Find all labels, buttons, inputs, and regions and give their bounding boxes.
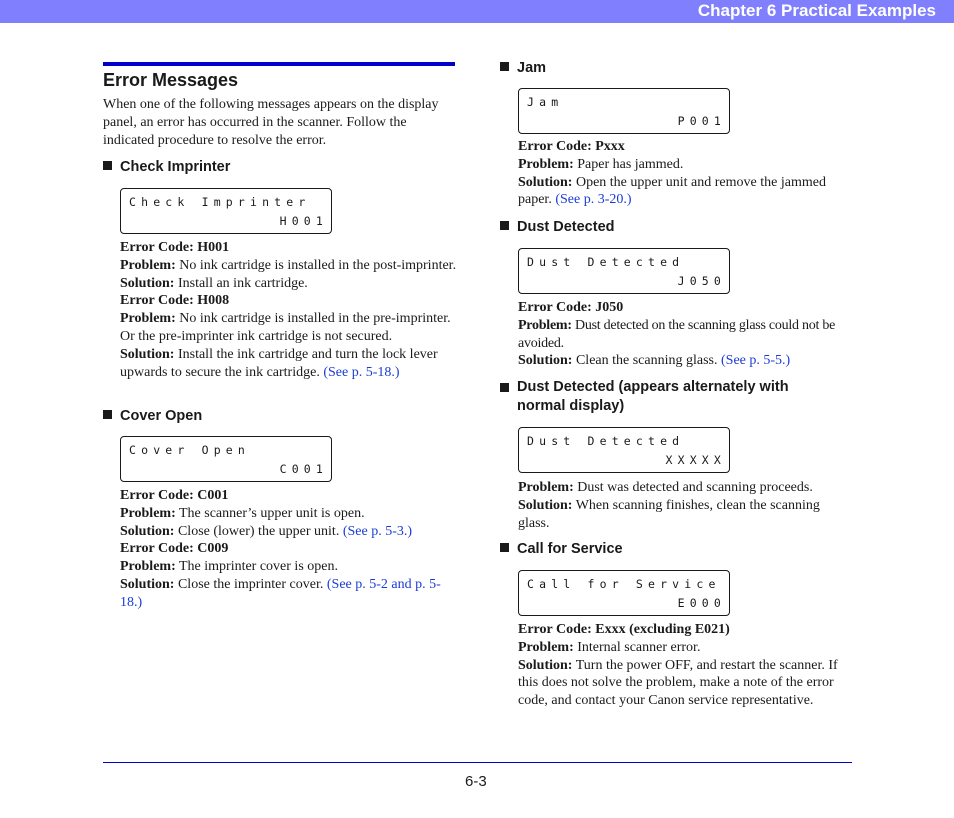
error-code-line: Error Code: H001 <box>120 240 230 255</box>
footer-rule <box>103 762 852 763</box>
error-code-line: Error Code: C001 <box>120 488 229 503</box>
page-reference-link[interactable]: (See p. 5-5.) <box>721 353 791 369</box>
lcd-display-cover-open <box>120 436 332 482</box>
problem-line: Problem: Paper has jammed. <box>518 156 684 172</box>
lcd-line-2: C001 <box>279 462 328 476</box>
problem-line: Problem: Internal scanner error. <box>518 639 701 655</box>
solution-line: Solution: Close (lower) the upper unit. (See p. 5-3.) <box>120 523 413 539</box>
bullet-square-icon <box>500 383 509 392</box>
problem-line: Problem: No ink cartridge is installed in the post-imprinter. <box>120 257 457 273</box>
page-reference-link[interactable]: (See p. 3-20.) <box>555 192 632 208</box>
lcd-display-dust-alternate <box>518 427 730 473</box>
lcd-line-1: Check Imprinter <box>129 195 311 209</box>
solution-line: Solution: Open the upper unit and remove the jammed paper. (See p. 3-20.) <box>518 174 826 208</box>
lcd-line-2: H001 <box>279 214 328 228</box>
cover-open-details <box>120 487 450 612</box>
error-code-line: Error Code: Pxxx <box>518 139 625 154</box>
dust-detected-details <box>518 299 852 370</box>
page-reference-link[interactable]: (See p. 5-2 and p. 5-18.) <box>120 576 441 610</box>
error-code-line: Error Code: J050 <box>518 300 624 315</box>
lcd-display-dust-detected <box>518 248 730 294</box>
lcd-line-1: Cover Open <box>129 443 250 457</box>
lcd-display-jam <box>518 88 730 134</box>
problem-line: Problem: Dust detected on the scanning glass could not be avoided. <box>518 317 836 351</box>
intro-paragraph: When one of the following messages appears on the display panel, an error has occurred in the scanner. Follow the indicated procedure to resolve the error. <box>103 97 439 148</box>
chapter-header-bar <box>0 0 954 23</box>
jam-details <box>518 138 852 209</box>
lcd-line-1: Jam <box>527 95 564 109</box>
lcd-line-1: Call for Service <box>527 577 721 591</box>
bullet-square-icon <box>103 410 112 419</box>
solution-line: Solution: Install the ink cartridge and turn the lock lever upwards to secure the ink cartridge. (See p. 5-18.) <box>120 346 438 380</box>
problem-line: Problem: The scanner’s upper unit is open. <box>120 505 365 521</box>
solution-line: Solution: Clean the scanning glass. (See p. 5-5.) <box>518 353 791 369</box>
bullet-square-icon <box>103 161 112 170</box>
lcd-line-2: E000 <box>677 596 726 610</box>
lcd-line-2: XXXXX <box>665 453 726 467</box>
error-code-line: Error Code: C009 <box>120 541 229 557</box>
solution-line: Solution: Close the imprinter cover. (See p. 5-2 and p. 5-18.) <box>120 576 441 610</box>
solution-line: Solution: Turn the power OFF, and restart the scanner. If this does not solve the problem, make a note of the error code, and contact your Canon service representative. <box>518 657 838 709</box>
page-reference-link[interactable]: (See p. 5-18.) <box>323 364 400 380</box>
error-code-line: Error Code: H008 <box>120 293 230 309</box>
dust-alternate-details <box>518 479 852 532</box>
problem-line: Problem: The imprinter cover is open. <box>120 559 338 575</box>
check-imprinter-heading: Check Imprinter <box>103 158 455 177</box>
call-for-service-heading: Call for Service <box>500 540 852 559</box>
problem-line: Problem: No ink cartridge is installed in the pre-imprinter. Or the pre-imprinter ink cartridge is not secured. <box>120 311 451 344</box>
page-reference-link[interactable]: (See p. 5-3.) <box>342 523 413 539</box>
section-rule <box>103 62 455 66</box>
dust-detected-alternate-heading: Dust Detected (appears alternately with normal display) <box>500 378 830 416</box>
lcd-line-2: P001 <box>677 114 726 128</box>
check-imprinter-details <box>120 239 458 381</box>
bullet-square-icon <box>500 62 509 71</box>
lcd-line-1: Dust Detected <box>527 255 685 269</box>
jam-heading: Jam <box>500 59 852 78</box>
solution-line: Solution: Install an ink cartridge. <box>120 275 308 291</box>
error-code-line: Error Code: Exxx (excluding E021) <box>518 622 730 637</box>
lcd-display-check-imprinter <box>120 188 332 234</box>
page-heading: Error Messages <box>103 70 239 90</box>
cover-open-heading: Cover Open <box>103 407 455 426</box>
solution-line: Solution: When scanning finishes, clean the scanning glass. <box>518 497 820 531</box>
call-for-service-details <box>518 621 852 710</box>
lcd-line-1: Dust Detected <box>527 434 685 448</box>
chapter-title: Chapter 6 Practical Examples <box>697 1 936 20</box>
problem-line: Problem: Dust was detected and scanning proceeds. <box>518 480 813 495</box>
dust-detected-heading: Dust Detected <box>500 218 852 237</box>
lcd-line-2: J050 <box>677 274 726 288</box>
lcd-display-call-for-service <box>518 570 730 616</box>
bullet-square-icon <box>500 543 509 552</box>
page-number: 6-3 <box>465 773 487 790</box>
bullet-square-icon <box>500 221 509 230</box>
